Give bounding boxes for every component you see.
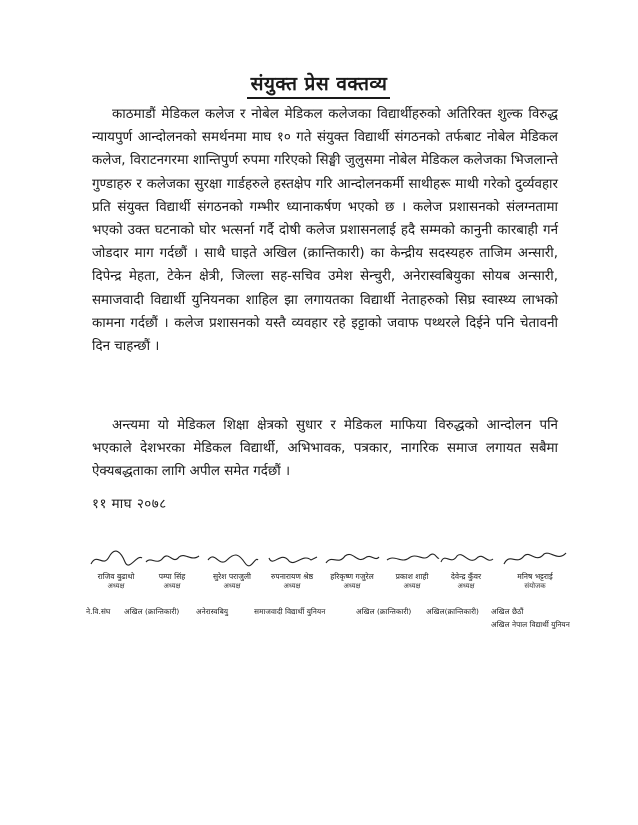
paragraph-text: अन्त्यमा यो मेडिकल शिक्षा क्षेत्रको सुधार र मेडिकल माफिया विरुद्धको आन्दोलन पनि भएकाले देशभरका मेडिकल विद्यार्थी, अभिभावक, पत्रकार, नागरिक समाज लगायत सबैमा ऐक्यबद्धताका लागि अपील समेत गर्दछौं । bbox=[92, 418, 558, 480]
organization-label: अनेरास्वबियु bbox=[196, 607, 229, 616]
organization-label: अखिल (क्रान्तिकारी) bbox=[124, 607, 180, 616]
signatory-role: अध्यक्ष bbox=[223, 582, 241, 590]
signatory-1 bbox=[86, 548, 146, 591]
handwritten-signature bbox=[437, 548, 495, 570]
organizations-row bbox=[86, 607, 576, 629]
paragraph-text: काठमाडौं मेडिकल कलेज र नोबेल मेडिकल कलेजका विद्यार्थीहरुको अतिरिक्त शुल्क विरुद्ध न्यायपुर्ण आन्दोलनको समर्थनमा माघ १० गते संयुक्त विद्यार्थी संगठनको तर्फबाट नोबेल मेडिकल कलेज, विराटनगरमा शान्तिपुर्ण रुपमा गरिएको सिङ्घी जुलुसमा नोबेल मेडिकल कलेजका भिजलान्ते गुण्डाहरु र कलेजका सुरक्षा गार्डहरुले हस्तक्षेप गरि आन्दोलनकर्मी साथीहरू माथी गरेको दुर्व्यवहार प्रति संयुक्त विद्यार्थी संगठनको गम्भीर ध्यानाकर्षण भएको छ । कलेज प्रशासनको संलग्नतामा भएको उक्त घटनाको घोर भत्सर्ना गर्दै दोषी कलेज प्रशासनलाई हदै सम्मको कानुनी कारबाही गर्न जोडदार माग गर्दछौं । साथै घाइते अखिल (क्रान्तिकारी) का केन्द्रीय सदस्यहरु ताजिम अन्सारी, दिपेन्द्र मेहता, टेकेन क्षेत्री, जिल्ला सह-सचिव उमेश सेन्चुरी, अनेरास्वबियुका सोयब अन्सारी, समाजवादी विद्यार्थी युनियनका शाहिल झा लगायतका विद्यार्थी नेताहरुको सिघ्र स्वास्थ्य लाभको कामना गर्दछौं । कलेज प्रशासनको यस्तै व्यवहार रहे इट्टाको जवाफ पथ्थरले दिईने पनि चेतावनी दिन चाहन्छौं । bbox=[92, 107, 558, 355]
signatory-name: पम्पा सिंह bbox=[158, 572, 186, 581]
signatory-role: अध्यक्ष bbox=[343, 582, 361, 590]
organization-label: ने.वि.संघ bbox=[86, 607, 111, 616]
signatory-6 bbox=[382, 548, 442, 591]
statement-date: ११ माघ २०७८ bbox=[92, 497, 167, 512]
handwritten-signature bbox=[263, 548, 321, 570]
handwritten-signature bbox=[323, 548, 381, 570]
signatory-5 bbox=[322, 548, 382, 591]
signatory-role: अध्यक्ष bbox=[283, 582, 301, 590]
signatory-4 bbox=[262, 548, 322, 591]
handwritten-signature bbox=[143, 548, 201, 570]
statement-paragraph-2 bbox=[92, 414, 558, 484]
organization-label: अखिल छैठौं bbox=[491, 607, 524, 616]
signatory-role: अध्यक्ष bbox=[163, 582, 181, 590]
signatory-name: हरिकृष्ण गजुरेल bbox=[330, 572, 374, 581]
signatory-role: अध्यक्ष bbox=[403, 582, 421, 590]
statement-paragraph-1 bbox=[92, 103, 558, 358]
organization-label: अखिल(क्रान्तिकारी) bbox=[426, 607, 479, 616]
handwritten-signature bbox=[383, 548, 441, 570]
signatory-role: संयोजक bbox=[524, 582, 546, 590]
organization-label: समाजवादी विद्यार्थी युनियन bbox=[254, 607, 326, 616]
signatory-name: सुरेश पराजुली bbox=[213, 572, 251, 581]
signatory-name: राजिव बुढाथो bbox=[97, 572, 135, 581]
signatory-name: रुपनारायण श्रेष्ठ bbox=[270, 572, 314, 581]
signatory-3 bbox=[202, 548, 262, 591]
handwritten-signature bbox=[500, 548, 570, 570]
page-title: संयुक्त प्रेस वक्तव्य bbox=[250, 73, 388, 95]
signatory-role: अध्यक्ष bbox=[107, 582, 125, 590]
signatory-name: मनिष भट्टराई bbox=[517, 572, 553, 581]
signatory-8 bbox=[498, 548, 572, 591]
signatory-name: देवेन्द्र कुँवर bbox=[450, 572, 482, 581]
signatory-role: अध्यक्ष bbox=[457, 582, 475, 590]
handwritten-signature bbox=[203, 548, 261, 570]
handwritten-signature bbox=[87, 548, 145, 570]
organization-label: अखिल नेपाल विद्यार्थी युनियन bbox=[491, 620, 570, 629]
title-underline bbox=[247, 97, 390, 99]
signatory-name: प्रकाश शाही bbox=[395, 572, 429, 581]
signatory-2 bbox=[142, 548, 202, 591]
signatory-7 bbox=[436, 548, 496, 591]
organization-label: अखिल (क्रान्तिकारी) bbox=[356, 607, 412, 616]
